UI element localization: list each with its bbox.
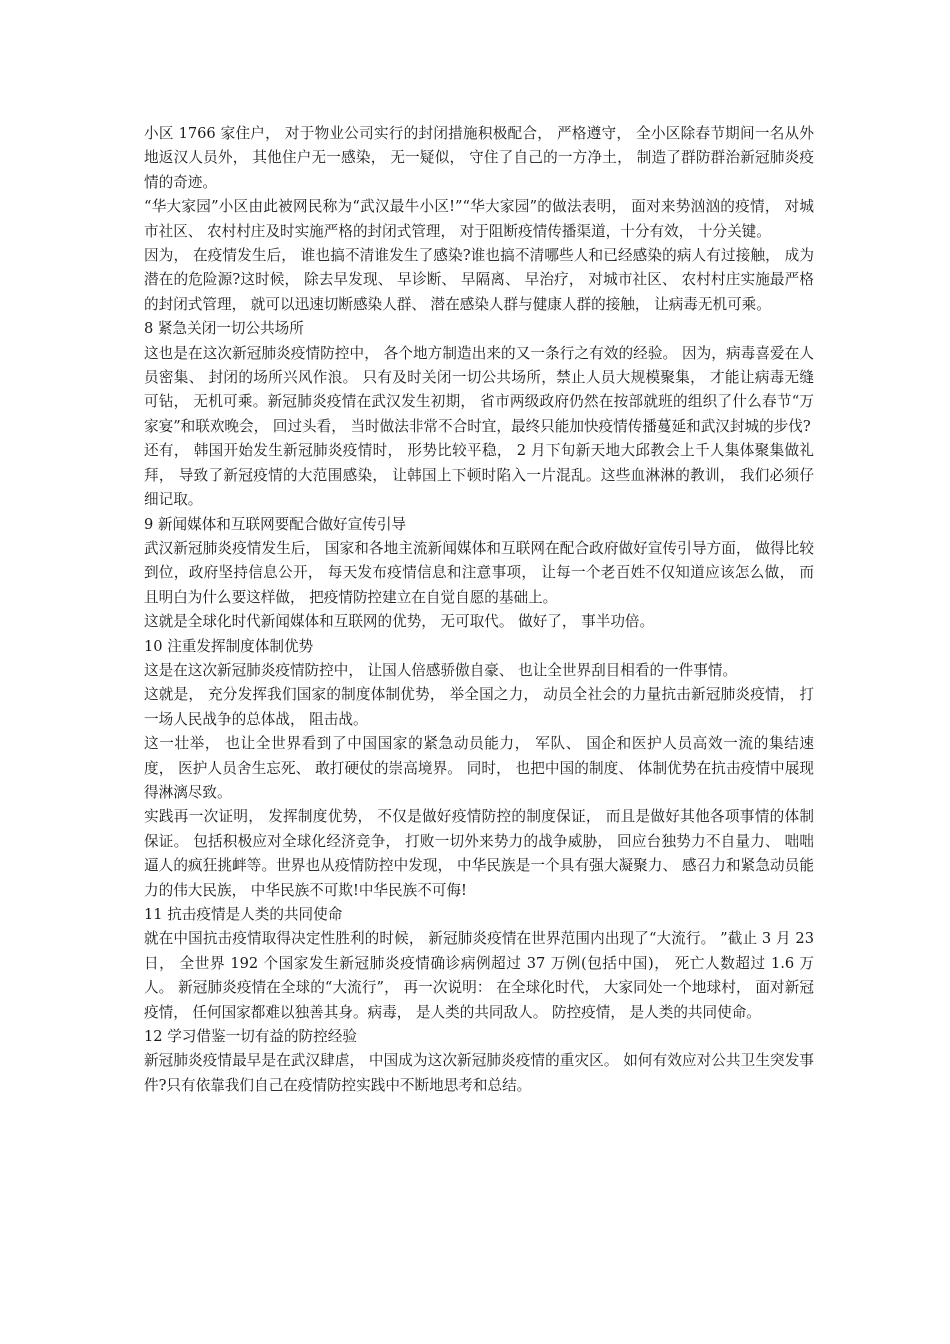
paragraph-media-advantage: 这就是全球化时代新闻媒体和互联网的优势， 无可取代。 做好了， 事半功倍。 [144, 613, 655, 631]
paragraph-korea: 还有， 韩国开始发生新冠肺炎疫情时， 形势比较平稳， 2 月下旬新天地大邱教会上千人集体聚集做礼拜， 导致了新冠疫情的大范围感染， 让韩国上下顿时陷入一片混乱。这些血淋淋的教训， 我们必须仔细记取。 [144, 442, 814, 509]
paragraph-media-guidance: 武汉新冠肺炎疫情发生后， 国家和各地主流新闻媒体和互联网在配合政府做好宣传引导方面， 做得比较到位，政府坚持信息公开， 每天发布疫情信息和注意事项， 让每一个老百姓不仅知道应该怎么做， 而且明白为什么要这样做， 把疫情防控建立在自觉自愿的基础上。 [144, 539, 814, 606]
paragraph-closed-management: 因为， 在疫情发生后， 谁也搞不清谁发生了感染?谁也搞不清哪些人和已经感染的病人有过接触， 成为潜在的危险源?这时候， 除去早发现、 早诊断、 早隔离、 早治疗， 对城市社区、 农村村庄实施最严格的封闭式管理， 就可以迅速切断感染人群、 潜在感染人群与健康人群的接触， 让病毒无机可乘。 [144, 247, 814, 313]
section-heading-12: 12 学习借鉴一切有益的防控经验 [144, 1028, 357, 1046]
paragraph-public-places: 这也是在这次新冠肺炎疫情防控中， 各个地方制造出来的又一条行之有效的经验。 因为，病毒喜爱在人员密集、 封闭的场所兴风作浪。 只有及时关闭一切公共场所，禁止人员大规模聚集， 才能让病毒无缝可钻， 无机可乘。新冠肺炎疫情在武汉发生初期， 省市两级政府仍然在按部就班的组织了什么春节“万家宴”和联欢晚会， 回过头看， 当时做法非常不合时宜，最终只能加快疫情传播蔓延和武汉封城的步伐? [144, 344, 814, 435]
paragraph-practice-proof: 实践再一次证明， 发挥制度优势， 不仅是做好疫情防控的制度保证， 而且是做好其他各项事情的体制保证。 包括积极应对全球化经济竞争， 打败一切外来势力的战争威胁， 回应台独势力不自量力、 咄咄逼人的疯狂挑衅等。世界也从疫情防控中发现， 中华民族是一个具有强大凝聚力、 感召力和紧急动员能力的伟大民族， 中华民族不可欺!中华民族不可侮! [144, 808, 814, 899]
paragraph-mobilization: 这一壮举， 也让全世界看到了中国国家的紧急动员能力， 军队、 国企和医护人员高效一流的集结速度， 医护人员舍生忘死、 敢打硬仗的崇高境界。 同时， 也把中国的制度、 体制优势在抗击疫情中展现得淋漓尽致。 [144, 735, 814, 801]
section-heading-10: 10 注重发挥制度体制优势 [144, 637, 314, 655]
section-heading-11: 11 抗击疫情是人类的共同使命 [144, 906, 343, 923]
paragraph-system-advantage: 这就是， 充分发挥我们国家的制度体制优势， 举全国之力， 动员全社会的力量抗击新冠肺炎疫情， 打一场人民战争的总体战， 阻击战。 [144, 686, 814, 728]
paragraph-compound-result: 小区 1766 家住户， 对于物业公司实行的封闭措施积极配合， 严格遵守， 全小区除春节期间一名从外地返汉人员外， 其他住户无一感染， 无一疑似， 守住了自己的一方净土， 制造了群防群治新冠肺炎疫情的奇迹。 [144, 125, 814, 191]
section-heading-8: 8 紧急关闭一切公共场所 [144, 320, 304, 338]
document-page [144, 122, 814, 1098]
section-heading-9: 9 新闻媒体和互联网要配合做好宣传引导 [144, 515, 407, 533]
paragraph-huada-garden: “华大家园”小区由此被网民称为“武汉最牛小区!”“华大家园”的做法表明， 面对来势汹汹的疫情， 对城市社区、 农村村庄及时实施严格的封闭式管理， 对于阻断疫情传播渠道，十分有效， 十分关键。 [144, 198, 814, 240]
paragraph-lessons: 新冠肺炎疫情最早是在武汉肆虐， 中国成为这次新冠肺炎疫情的重灾区。 如何有效应对公共卫生突发事件?只有依靠我们自己在疫情防控实践中不断地思考和总结。 [144, 1052, 814, 1094]
paragraph-global-pandemic: 就在中国抗击疫情取得决定性胜利的时候， 新冠肺炎疫情在世界范围内出现了“大流行。 ”截止 3 月 23 日， 全世界 192 个国家发生新冠肺炎疫情确诊病例超过 37 万例(包括中国)， 死亡人数超过 1.6 万人。 新冠肺炎疫情在全球的“大流行”， 再一次说明： 在全球化时代， 大家同处一个地球村， 面对新冠疫情， 任何国家都难以独善其身。病毒， 是人类的共同敌人。 防控疫情， 是人类的共同使命。 [144, 930, 814, 1021]
paragraph-system-pride: 这是在这次新冠肺炎疫情防控中， 让国人倍感骄傲自豪、 也让全世界刮目相看的一件事情。 [144, 661, 738, 679]
